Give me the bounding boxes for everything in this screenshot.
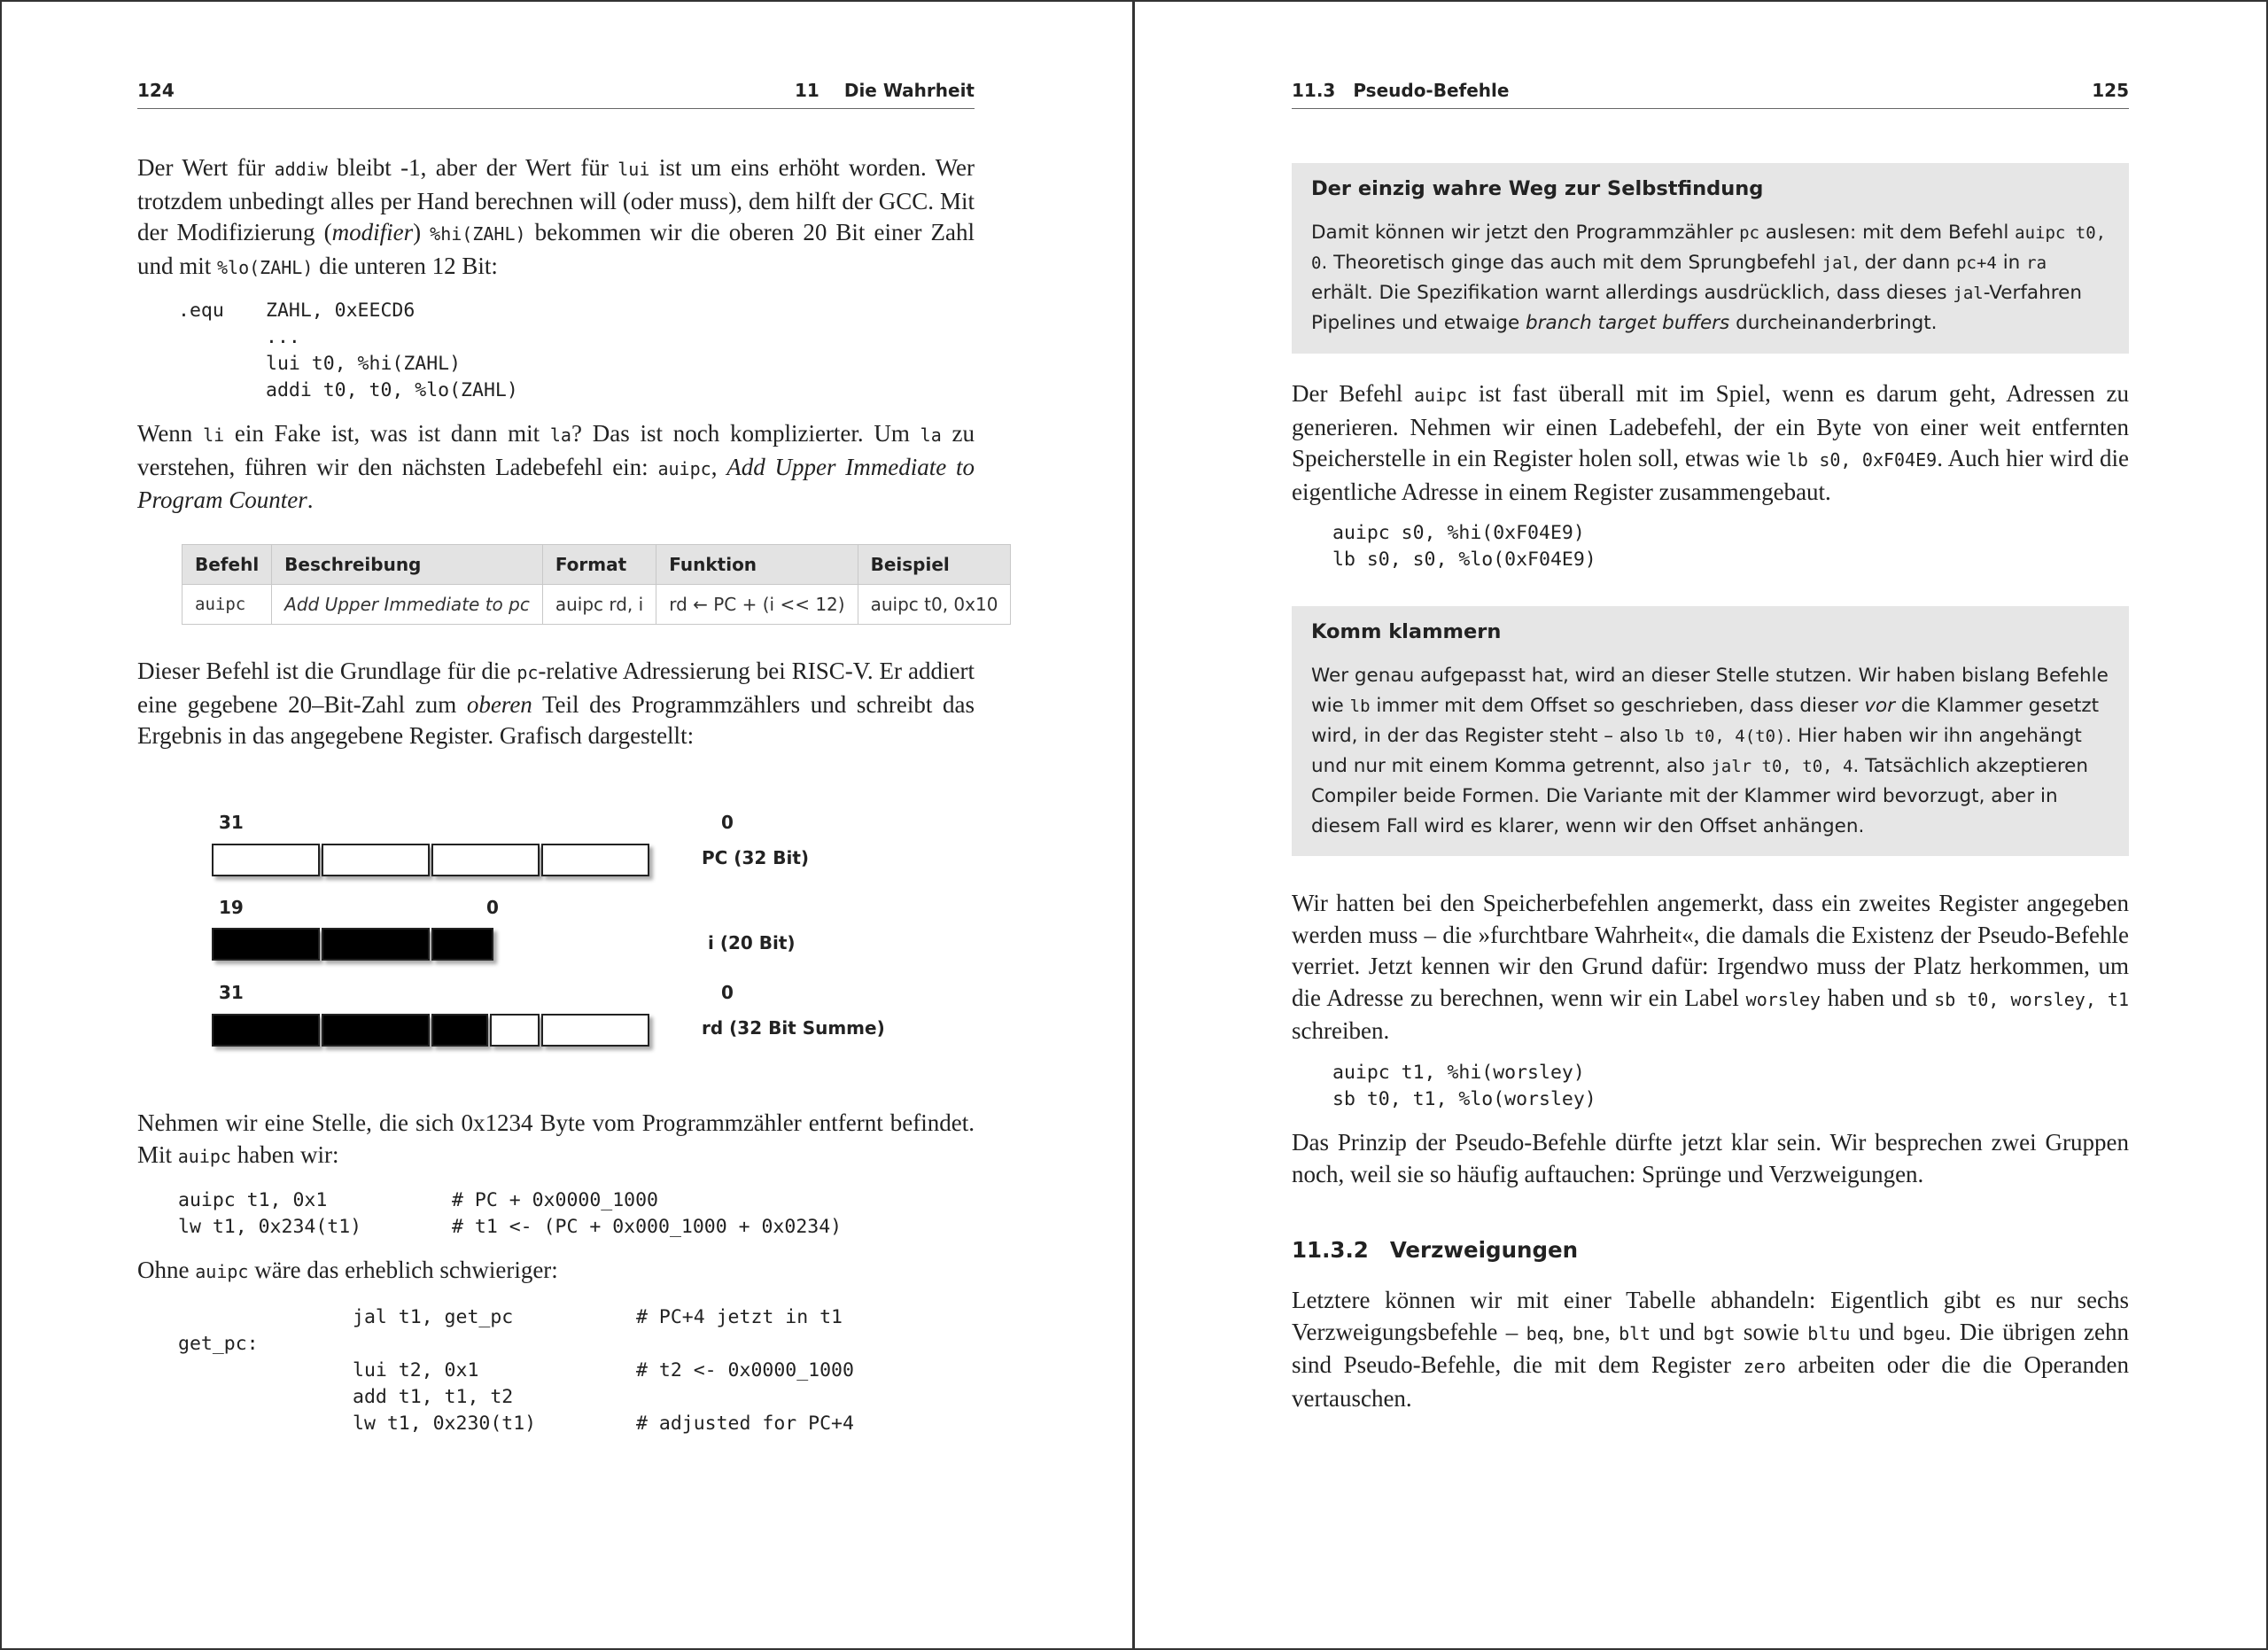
pc-byte bbox=[431, 844, 540, 876]
box-body: Wer genau aufgepasst hat, wird an dieser Stelle stutzen. Wir haben bislang Befehle wie lb immer mit dem Offset so geschrieben, dass dieser vor die Klammer gesetzt wird, in der das Register steht – also lb t0, 4(t0). Hier haben wir ihn angehängt und nur mit einem Komma getrennt, also jalr t0, t0, 4. Tatsächlich akzeptieren Compiler beide Formen. Die Variante mit der Klammer wird bevorzugt, aber in diesem Fall wird es klarer, wenn wir den Offset anhängen. bbox=[1311, 665, 2109, 837]
rd-bit-0: 0 bbox=[721, 982, 734, 1003]
chapter-header: 11 Die Wahrheit bbox=[795, 80, 975, 101]
paragraph-pc-relative: Dieser Befehl ist die Grundlage für die pc-relative Adressierung bei RISC-V. Er addiert eine gegebene 20–Bit-Zahl zum oberen Teil des Programmzählers und schreibt das Ergebnis in das angegebene Register. Grafisch dargestellt: bbox=[137, 658, 975, 749]
section-heading-verzweigungen: 11.3.2 Verzweigungen bbox=[1292, 1237, 1579, 1263]
rd-nibble bbox=[431, 1014, 488, 1047]
table-cell: auipc t0, 0x10 bbox=[858, 585, 1011, 625]
table-row bbox=[183, 585, 1011, 625]
right-page bbox=[1292, 0, 2129, 1650]
i-label: i (20 Bit) bbox=[708, 932, 796, 953]
table-cell: auipc bbox=[183, 585, 272, 625]
paragraph-auipc-addresses: Der Befehl auipc ist fast überall mit im Spiel, wenn es darum geht, Adressen zu generieren. Nehmen wir einen Ladebefehl, der ein Byte von einer weit entfernten Speicherstelle in ein Register holen soll, etwas wie lb s0, 0xF04E9. Auch hier wird die eigentliche Adresse in einem Register zusammengebaut. bbox=[1292, 380, 2130, 505]
code-lui: lui t0, %hi(ZAHL) bbox=[266, 353, 462, 375]
rd-label: rd (32 Bit Summe) bbox=[702, 1017, 885, 1039]
code-lui: lui t2, 0x1 bbox=[353, 1359, 479, 1381]
code-jal: jal t1, get_pc bbox=[353, 1306, 514, 1328]
pc-bit-0: 0 bbox=[721, 812, 734, 833]
paragraph-speicherbefehle: Wir hatten bei den Speicherbefehlen angemerkt, dass ein zweites Register angegeben werden muss – die »furchtbare Wahrheit«, die damals die Existenz der Pseudo-Befehle verriet. Jetzt kennen wir den Grund dafür: Irgendwo muss der Platz herkommen, um die Adresse zu berechnen, wenn wir ein Label worsley haben und sb t0, worsley, t1 schreiben. bbox=[1292, 890, 2129, 1044]
code-lw: lw t1, 0x234(t1) bbox=[178, 1216, 362, 1238]
i-bit-0: 0 bbox=[486, 897, 499, 918]
page-gutter bbox=[1132, 0, 1135, 1650]
paragraph-verzweigungsbefehle: Letztere können wir mit einer Tabelle abhandeln: Eigentlich gibt es nur sechs Verzweigungsbefehle – beq, bne, blt und bgt sowie bltu und bgeu. Die übrigen zehn sind Pseudo-Befehle, die mit dem Register zero arbeiten oder die die Operanden vertauschen. bbox=[1292, 1287, 2130, 1412]
left-running-header bbox=[137, 78, 975, 109]
code-auipc-t1: auipc t1, %hi(worsley) bbox=[1332, 1062, 1585, 1084]
rd-byte bbox=[322, 1014, 430, 1047]
paragraph-li-la: Wenn li ein Fake ist, was ist dann mit la? Das ist noch komplizierter. Um la zu verstehen, führen wir den nächsten Ladebefehl ein: auipc, Add Upper Immediate to Program Counter. bbox=[137, 420, 975, 513]
auipc-diagram bbox=[212, 790, 912, 1083]
i-nibble bbox=[431, 928, 493, 961]
code-ellipsis: ... bbox=[266, 326, 300, 348]
box-title: Der einzig wahre Weg zur Selbstfindung bbox=[1311, 177, 1764, 200]
table-cell: Add Upper Immediate to pc bbox=[272, 585, 543, 625]
rd-nibble bbox=[490, 1014, 540, 1047]
code-lw: lw t1, 0x230(t1) bbox=[353, 1413, 537, 1435]
section-header: 11.3 Pseudo-Befehle bbox=[1292, 80, 1510, 101]
rd-byte bbox=[212, 1014, 320, 1047]
table-header: Beschreibung bbox=[272, 545, 543, 585]
code-comment: # PC + 0x0000_1000 bbox=[452, 1189, 658, 1211]
rd-bit-31: 31 bbox=[219, 982, 244, 1003]
code-comment: # t1 <- (PC + 0x000_1000 + 0x0234) bbox=[452, 1216, 843, 1238]
table-cell: rd ← PC + (i << 12) bbox=[656, 585, 858, 625]
right-page-number: 125 bbox=[2092, 80, 2129, 101]
code-label-get-pc: get_pc: bbox=[178, 1333, 259, 1355]
i-bit-19: 19 bbox=[219, 897, 244, 918]
paragraph-ohne-auipc: Ohne auipc wäre das erheblich schwieriger: bbox=[137, 1257, 558, 1283]
box-title: Komm klammern bbox=[1311, 620, 1502, 643]
table-header: Funktion bbox=[656, 545, 858, 585]
code-sb-t0: sb t0, t1, %lo(worsley) bbox=[1332, 1088, 1596, 1110]
table-header: Befehl bbox=[183, 545, 272, 585]
table-header: Format bbox=[542, 545, 656, 585]
info-box-klammern bbox=[1292, 606, 2129, 856]
table-cell: auipc rd, i bbox=[542, 585, 656, 625]
right-running-header bbox=[1292, 78, 2129, 109]
code-addi: addi t0, t0, %lo(ZAHL) bbox=[266, 379, 518, 401]
code-auipc: auipc t1, 0x1 bbox=[178, 1189, 328, 1211]
auipc-table bbox=[182, 544, 1011, 625]
info-box-selbstfindung bbox=[1292, 163, 2129, 354]
i-byte bbox=[322, 928, 430, 961]
left-page bbox=[137, 0, 998, 1650]
table-header-row bbox=[183, 545, 1011, 585]
rd-byte bbox=[541, 1014, 649, 1047]
pc-bit-31: 31 bbox=[219, 812, 244, 833]
pc-byte bbox=[541, 844, 649, 876]
paragraph-addiw: Der Wert für addiw bleibt -1, aber der Wert für lui ist um eins erhöht worden. Wer trotzdem unbedingt alles per Hand berechnen will (oder muss), dem hilft der GCC. Mit der Modifizierung (modifier) %hi(ZAHL) bekommen wir die oberen 20 Bit einer Zahl und mit %lo(ZAHL) die unteren 12 Bit: bbox=[137, 154, 975, 279]
code-equ-value: ZAHL, 0xEECD6 bbox=[266, 300, 416, 322]
pc-label: PC (32 Bit) bbox=[702, 847, 810, 868]
table-header: Beispiel bbox=[858, 545, 1011, 585]
i-byte bbox=[212, 928, 320, 961]
code-lb-s0: lb s0, s0, %lo(0xF04E9) bbox=[1332, 549, 1596, 571]
pc-byte bbox=[212, 844, 320, 876]
code-equ-label: .equ bbox=[178, 300, 224, 322]
box-body: Damit können wir jetzt den Programmzähler pc auslesen: mit dem Befehl auipc t0, 0. Theoretisch ginge das auch mit dem Sprungbefehl jal, der dann pc+4 in ra erhält. Die Spezifikation warnt allerdings ausdrücklich, dass dieses jal-Verfahren Pipelines und etwaige branch target buffers durcheinanderbringt. bbox=[1311, 222, 2107, 334]
paragraph-0x1234: Nehmen wir eine Stelle, die sich 0x1234 Byte vom Programmzähler entfernt befindet. Mit auipc haben wir: bbox=[137, 1109, 975, 1168]
pc-byte bbox=[322, 844, 430, 876]
code-auipc-s0: auipc s0, %hi(0xF04E9) bbox=[1332, 522, 1585, 544]
code-add: add t1, t1, t2 bbox=[353, 1386, 514, 1408]
paragraph-prinzip: Das Prinzip der Pseudo-Befehle dürfte jetzt klar sein. Wir besprechen zwei Gruppen noch, weil sie so häufig auftauchen: Sprünge und Verzweigungen. bbox=[1292, 1129, 2129, 1187]
code-comment: # PC+4 jetzt in t1 bbox=[636, 1306, 843, 1328]
left-page-number: 124 bbox=[137, 80, 175, 101]
code-comment: # adjusted for PC+4 bbox=[636, 1413, 854, 1435]
code-comment: # t2 <- 0x0000_1000 bbox=[636, 1359, 854, 1381]
